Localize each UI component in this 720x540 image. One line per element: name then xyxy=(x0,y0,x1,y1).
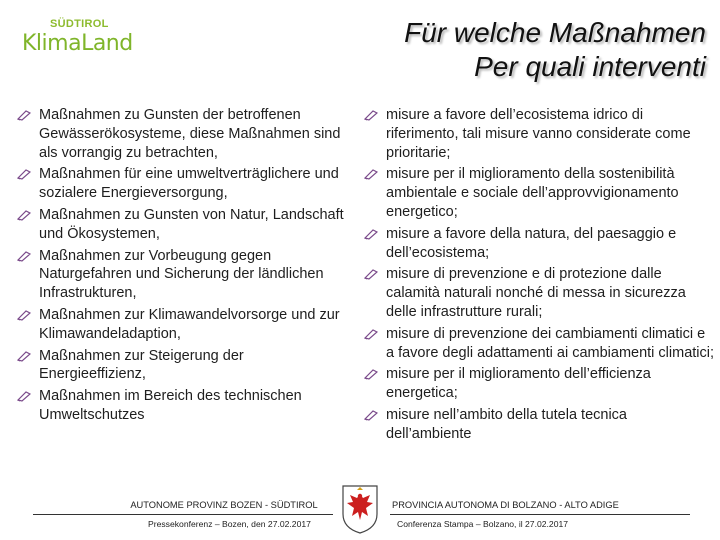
german-measure-item-text: Maßnahmen zur Vorbeugung gegen Naturgefahren und Sicherung der ländlichen Infrastrukturen, xyxy=(39,247,324,302)
german-measure-item-text: Maßnahmen zur Klimawandelvorsorge und zur Klimawandeladaption, xyxy=(39,306,340,342)
german-measure-item-text: Maßnahmen zu Gunsten der betroffenen Gewässerökosysteme, diese Maßnahmen sind als vorrangig zu betrachten, xyxy=(39,107,341,161)
pen-nib-icon xyxy=(364,169,378,180)
german-measure-item xyxy=(17,247,350,303)
footer-press-italian: Conferenza Stampa – Bolzano, il 27.02.2017 xyxy=(397,519,569,529)
german-measure-item-text: Maßnahmen zur Steigerung der Energieeffizienz, xyxy=(39,347,244,383)
italian-measure-item-text: misure di prevenzione dei cambiamenti climatici e a favore degli adattamenti ai cambiamenti climatici; xyxy=(386,325,715,361)
german-measures-list xyxy=(17,106,350,428)
german-measure-item xyxy=(17,106,350,162)
pen-nib-icon xyxy=(364,229,378,240)
pen-nib-icon xyxy=(17,169,31,180)
german-measure-item-text: Maßnahmen zu Gunsten von Natur, Landschaft und Ökosystemen, xyxy=(39,206,344,242)
italian-measure-item xyxy=(364,106,716,162)
italian-measure-item xyxy=(364,265,716,321)
footer-org-italian: PROVINCIA AUTONOMA DI BOLZANO - ALTO ADIGE xyxy=(392,500,619,510)
slide-title xyxy=(404,16,706,84)
german-measure-item-text: Maßnahmen im Bereich des technischen Umweltschutzes xyxy=(39,388,302,423)
german-measure-item-text: Maßnahmen für eine umweltverträglichere und sozialere Energieversorgung, xyxy=(39,166,339,202)
italian-measure-item xyxy=(364,325,716,363)
italian-measure-item-text: misure per il miglioramento della sostenibilità ambientale e sociale dell’approvvigionamento energetico; xyxy=(386,166,679,220)
tyrolean-eagle-crest-icon xyxy=(340,484,380,534)
german-measure-item xyxy=(17,306,350,344)
footer-divider-right xyxy=(390,514,690,515)
pen-nib-icon xyxy=(17,310,31,321)
pen-nib-icon xyxy=(364,269,378,280)
german-measure-item xyxy=(17,347,350,385)
pen-nib-icon xyxy=(17,110,31,121)
pen-nib-icon xyxy=(364,369,378,380)
pen-nib-icon xyxy=(364,410,378,421)
pen-nib-icon xyxy=(17,391,31,402)
italian-measure-item-text: misure per il miglioramento dell’efficienza energetica; xyxy=(386,366,651,402)
title-german: Für welche Maßnahmen xyxy=(404,17,706,48)
italian-measure-item-text: misure a favore dell’ecosistema idrico di riferimento, tali misure vanno considerate come prioritarie; xyxy=(386,107,691,161)
italian-measures-list xyxy=(364,106,716,447)
klimaland-logo xyxy=(20,18,133,62)
german-measure-item xyxy=(17,387,350,425)
pen-nib-icon xyxy=(17,251,31,262)
pen-nib-icon xyxy=(17,351,31,362)
logo-brand-text: KlimaLand xyxy=(22,31,133,56)
pen-nib-icon xyxy=(364,329,378,340)
german-measure-item xyxy=(17,165,350,203)
german-measure-item xyxy=(17,206,350,244)
footer-divider-left xyxy=(33,514,333,515)
italian-measure-item-text: misure a favore della natura, del paesaggio e dell’ecosistema; xyxy=(386,225,677,261)
italian-measure-item xyxy=(364,406,716,444)
pen-nib-icon xyxy=(364,110,378,121)
pen-nib-icon xyxy=(17,210,31,221)
footer-org-german: AUTONOME PROVINZ BOZEN - SÜDTIROL xyxy=(130,500,318,510)
logo-region-text: SÜDTIROL xyxy=(50,18,109,30)
italian-measure-item xyxy=(364,225,716,263)
italian-measure-item xyxy=(364,165,716,221)
title-italian: Per quali interventi xyxy=(474,51,706,82)
italian-measure-item xyxy=(364,365,716,403)
italian-measure-item-text: misure nell’ambito della tutela tecnica dell’ambiente xyxy=(386,406,627,442)
italian-measure-item-text: misure di prevenzione e di protezione dalle calamità naturali nonché di messa in sicurezza delle infrastrutture rurali; xyxy=(386,266,686,320)
footer-press-german: Pressekonferenz – Bozen, den 27.02.2017 xyxy=(148,519,311,529)
